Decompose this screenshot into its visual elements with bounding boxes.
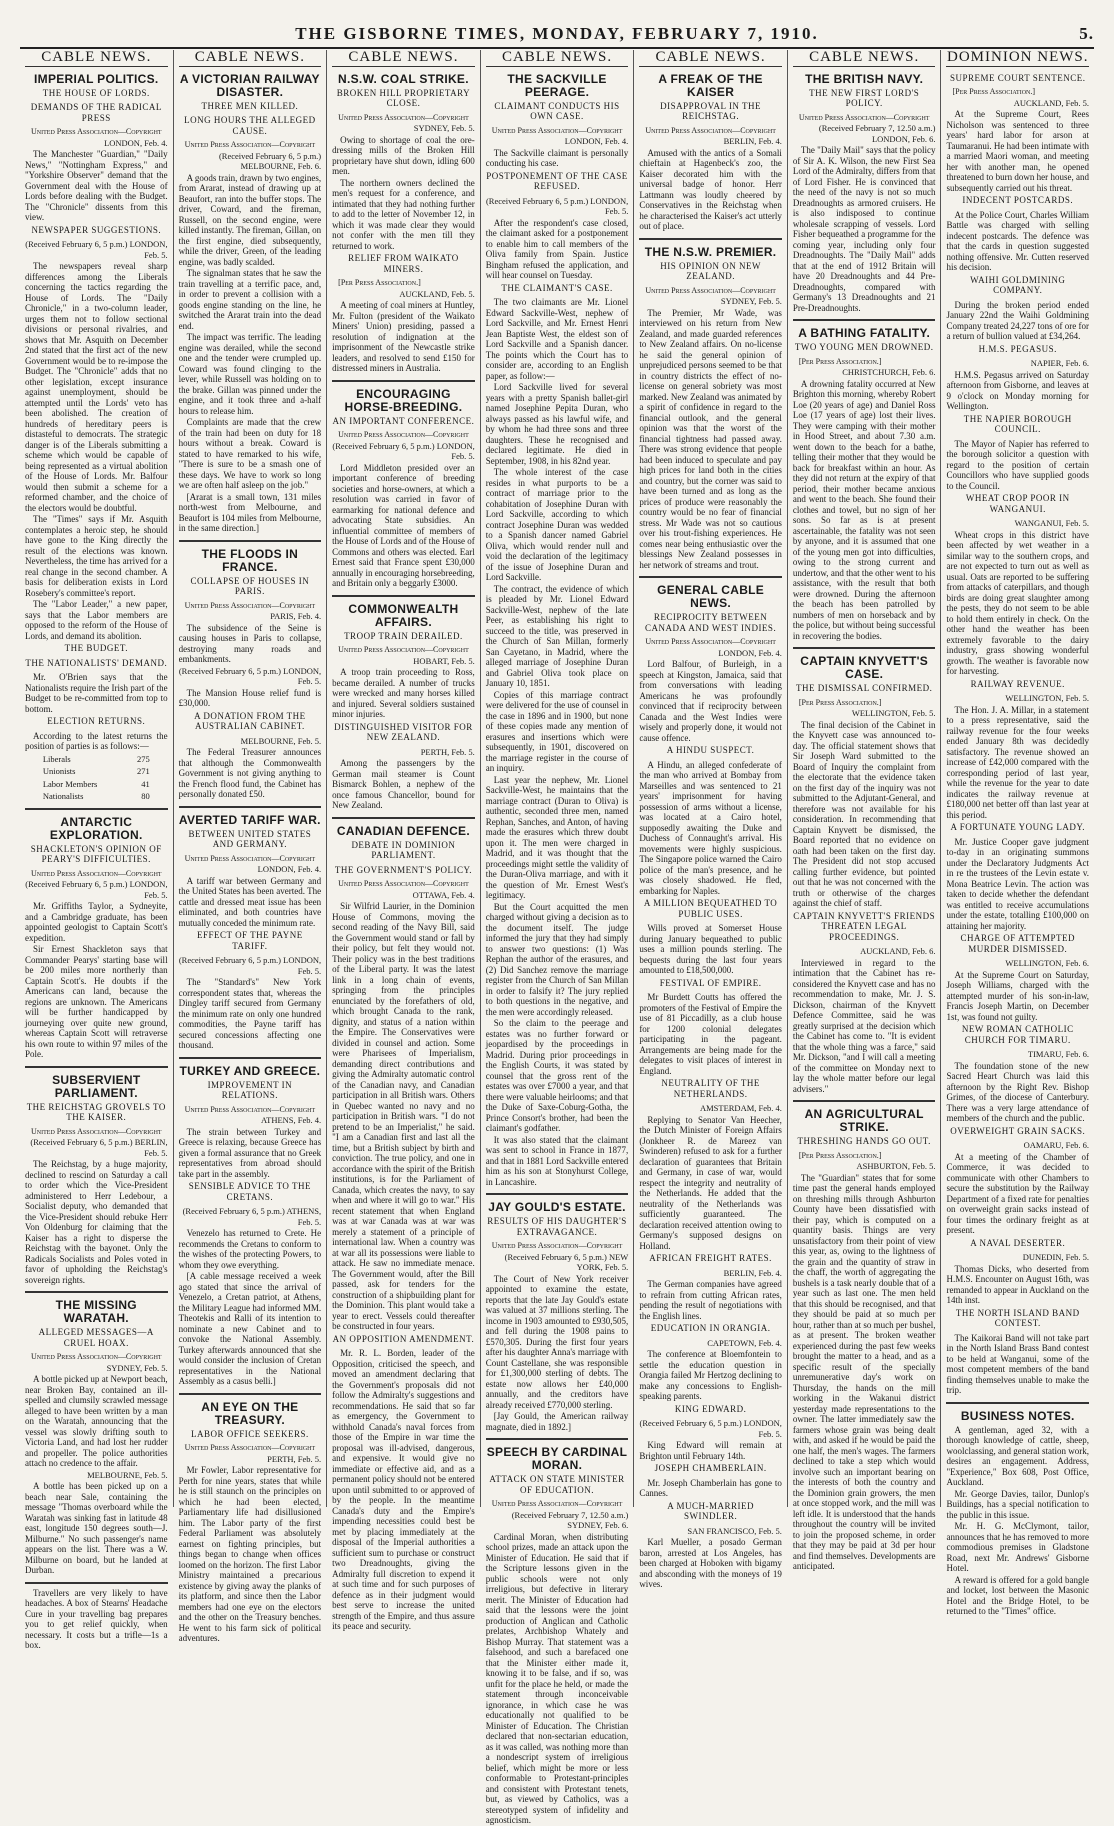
- dateline: LONDON, Feb. 4.: [257, 864, 322, 874]
- article-paragraph: A bottle has been picked up on a beach near Sale, containing the message "Thomas overboard while the Waratah was sinking fast in latitude 48 east, longitude 150 degrees south—J. Milburne." No such passenger's name appears on the list. There was a W. Milburne on board, but he landed at Durban.: [25, 1481, 168, 1575]
- article-headline: A FREAK OF THE KAISER: [658, 71, 763, 99]
- article-headline: GENERAL CABLE NEWS.: [657, 583, 765, 610]
- article-paragraph: The Mayor of Napier has referred to the borough solicitor a question with regard to the position of certain Councillors who have supplied goods to the Council.: [946, 438, 1090, 491]
- article-paragraph: The newspapers reveal sharp differences among the Liberals concerning the tactics regarding the House of Lords. The "Daily Chronicle," in a two-column leader, urges them not to follow sectional divisions or personal rivalries, and shows that Mr. Asquith on December 2nd stated that the first act of the new Government would be to re-impose the Budget. The "Chronicle" adds that no other legislation, except insurance against unemployment, should be attempted until the Lords' veto has been abolished. The creation of hundreds of hereditary peers is distasteful to democrats. The strategic danger is of the Liberals submitting a scheme which would be capable of being represented as a virtual abolition of the House of Lords. Mr. Balfour would then submit a scheme for a reformed chamber, and the choice of the electors would be doubtful.: [25, 261, 168, 513]
- article-headline: JAY GOULD'S ESTATE.: [488, 1200, 626, 1214]
- wire-credit: United Press Association—Copyright: [338, 645, 469, 654]
- article-subheading: THE GOVERNMENT'S POLICY.: [334, 864, 473, 875]
- wire-credit: United Press Association—Copyright: [338, 879, 469, 888]
- dateline: WELLINGTON, Feb. 6.: [1005, 958, 1090, 968]
- article-subheading: NEW ROMAN CATHOLIC CHURCH FOR TIMARU.: [961, 1024, 1074, 1045]
- article-separator: [25, 1582, 168, 1584]
- wire-credit: [Per Press Association.]: [798, 1150, 882, 1160]
- article-paragraph: King Edward will remain at Brighton until February 14th.: [639, 1440, 782, 1461]
- wire-credit: United Press Association—Copyright: [184, 140, 316, 149]
- article-headline: SUBSERVIENT PARLIAMENT.: [52, 1072, 141, 1100]
- dateline: OAMARU, Feb. 6.: [1023, 1140, 1090, 1150]
- article-headline: CAPTAIN KNYVETT'S CASE.: [800, 654, 929, 681]
- article-paragraph: After the respondent's case closed, the claimant asked for a postponement to enable him to call members of the Oliva family from Spain. Justice Bingham refused the application, and will hear counsel on Tuesday.: [485, 217, 629, 280]
- article-subheading: DEBATE IN DOMINION PARLIAMENT.: [351, 839, 456, 860]
- article-paragraph: Owing to shortage of coal the ore-dressing mills of the Broken Hill proprietary have shut down, idling 600 men.: [332, 134, 475, 176]
- dateline: NAPIER, Feb. 6.: [1030, 358, 1090, 368]
- column-1: [20, 49, 174, 1650]
- article-paragraph: According to the latest returns the position of parties is as follows:—: [25, 730, 168, 751]
- article-separator: [946, 1402, 1089, 1404]
- article-subheading: ALLEGED MESSAGES—A CRUEL HOAX.: [38, 1327, 154, 1348]
- article-subheading: A FORTUNATE YOUNG LADY.: [950, 822, 1085, 832]
- article-subheading: LONG HOURS THE ALLEGED CAUSE.: [184, 115, 316, 136]
- article-subheading: CHARGE OF ATTEMPTED MURDER DISMISSED.: [960, 933, 1076, 954]
- article-subheading: THE BUDGET.: [64, 643, 128, 653]
- article-subheading: POSTPONEMENT OF THE CASE REFUSED.: [486, 170, 628, 191]
- column-6: [788, 49, 942, 1571]
- article-headline: CANADIAN DEFENCE.: [336, 823, 470, 838]
- article-headline: A BATHING FATALITY.: [798, 326, 931, 340]
- dateline: (Received February 6, 5 p.m.) MELBOURNE, Feb. 6.: [218, 150, 322, 171]
- article-subheading: THE DISMISSAL CONFIRMED.: [795, 683, 933, 693]
- article-subheading: SHACKLETON'S OPINION OF PEARY'S DIFFICULTIES.: [30, 843, 162, 864]
- article-paragraph: The "Daily Mail" says that the policy of Sir A. K. Wilson, the new First Sea Lord of the Admiralty, differs from that of Lord Fisher. He is convinced that the need of the navy is not so much Dreadnoughts as armored cruisers. He is also indisposed to continue wholesale scrapping of vessels. Lord Fisher bequeathed a programme for the coming year, including only four Dreadnoughts. The "Daily Mail" adds that at the end of 1912 Britain will have 20 Dreadnoughts and 44 Pre-Dreadnoughts, compared with Germany's 13 Dreadnoughts and 21 Pre-Dreadnoughts.: [792, 145, 936, 313]
- article-paragraph: The Court of New York receiver appointed to examine the estate, reports that the late Jay Gould's estate was valued at 37 millions sterling. The income in 1903 amounted to £930,505, and fell during the 1908 pains to £570,305. During the first four years after his daughter Anna's marriage with Count Castellane, she was responsible for £1,300,000 sterling of debts. The estate now allows her £40,000 annually, and the creditors have already received £770,000 sterling.: [485, 1273, 629, 1410]
- article-headline: THE SACKVILLE PEERAGE.: [507, 71, 607, 99]
- article-subheading: BROKEN HILL PROPRIETARY CLOSE.: [336, 87, 471, 108]
- wire-credit: United Press Association—Copyright: [184, 1443, 316, 1452]
- article-paragraph: The Hon. J. A. Millar, in a statement to a press representative, said the railway revenue for the four weeks ended January 8th was decidedly satisfactory. The revenue showed an increase of £42,000 compared with the corresponding period of last year, while the revenue for the year to date indicates the railway revenue at £180,000 net better off than last year at this period.: [946, 704, 1090, 820]
- article-separator: [332, 817, 475, 819]
- election-row: [43, 779, 150, 790]
- article-subheading: ATTACK ON STATE MINISTER OF EDUCATION.: [489, 1474, 625, 1495]
- article-paragraph: The final decision of the Cabinet in the Knyvett case was announced to-day. The official statement shows that Sir Joseph Ward submitted to the Board of Inquiry the complaint from the electorate that the evidence taken on the first day of the inquiry was not submitted to the Adjutant-General, and therefore was not available for his consideration. In recommending that Captain Knyvett be dismissed, the Board reported that no evidence on oath had been taken on the first day. The President did not stop accused calling further evidence, but pointed out that he was not concerned with the truth or otherwise of the charges against the chief of staff.: [792, 719, 936, 908]
- article-headline: THE BRITISH NAVY.: [805, 71, 924, 86]
- article-separator: [332, 380, 475, 382]
- wire-credit: United Press Association—Copyright: [31, 1352, 162, 1361]
- article-separator: [332, 595, 475, 597]
- dateline: ATHENS, Feb. 4.: [260, 1115, 322, 1125]
- article-paragraph: But the Court acquitted the men charged without giving a decision as to the document itself. The judge informed the jury that they had simply to answer two questions: (1) Was Rephan the author of the erasures, and (2) Did Sanchez remove the marriage register from the Church of San Millan in order to falsify it? The jury replied to both questions in the negative, and the men were accordingly released.: [485, 901, 629, 1017]
- dateline: LONDON, Feb. 4.: [564, 136, 629, 146]
- article-paragraph: A meeting of coal miners at Huntley, Mr. Fulton (president of the Waikato Miners' Union) presiding, passed a resolution of indignation at the imprisonment of the Newcastle strike leaders, and resolved to send £150 for distressed miners in Australia.: [332, 300, 475, 373]
- article-subheading: RECIPROCITY BETWEEN CANADA AND WEST INDIES.: [645, 612, 777, 633]
- article-subheading: EDUCATION IN ORANGIA.: [650, 1323, 771, 1333]
- article-paragraph: The Mansion House relief fund is £30,000.: [178, 687, 322, 708]
- wire-credit: United Press Association—Copyright: [645, 125, 776, 135]
- article-subheading: AFRICAN FREIGHT RATES.: [649, 1253, 772, 1263]
- article-paragraph: A drowning fatality occurred at New Brighton this morning, whereby Robert Loe (20 years of age) and Daniel Ross Loe (17 years of age) lost their lives. They were camping with their mother in Hood Street, and about 7.30 a.m. went down to the beach for a bathe, telling their mother that they would be back for breakfast within an hour. As they did not return at the expiry of that period, their mother became anxious and went to the beach. She found their clothes and towel, but no sign of her sons. So far as is at present ascertainable, the fatality was not seen by anyone, and it is assumed that one of the young men got into difficulties, owing to the strong current and undertow, and that the other went to his assistance, with the result that both were drowned. During the afternoon the beach has been patrolled by numbers of men on horseback and by the police, but without being successful in recovering the bodies.: [792, 378, 936, 641]
- article-headline: ENCOURAGING HORSE-BREEDING.: [344, 386, 463, 414]
- masthead-title: THE GISBORNE TIMES, MONDAY, FEBRUARY 7, 1910.: [295, 24, 819, 43]
- article-paragraph: Mr. H. G. McClymont, tailor, announces that he has removed to more commodious premises in Gladstone Road, next Mr. Andrews' Gisborne Hotel.: [946, 1521, 1090, 1573]
- article-paragraph: A gentleman, aged 32, with a thorough knowledge of cattle, sheep, woolclassing, and general station work, desires an engagement. Address, "Experience," Box 608, Post Office, Auckland.: [946, 1424, 1090, 1487]
- article-paragraph: H.M.S. Pegasus arrived on Saturday afternoon from Gisborne, and leaves at 9 o'clock on Monday morning for Wellington.: [946, 369, 1090, 411]
- election-row: [43, 754, 150, 765]
- article-headline: N.S.W. COAL STRIKE.: [338, 71, 469, 86]
- article-paragraph: Complaints are made that the crew of the train had been on duty for 18 hours without a break. Coward is stated to have remarked to his wife, "There is sure to be a smash one of these days. We have to work so long we are often half asleep on the job.": [178, 417, 322, 490]
- article-paragraph: A goods train, drawn by two engines, from Ararat, instead of drawing up at Beaufort, ran into the buffer stops. The driver, Coward, and the fireman, Russell, on the second engine, were killed instantly. The fireman, Gillan, on the first engine, died subsequently, while the driver, Green, of the leading engine, was badly scalded.: [178, 172, 322, 267]
- dateline: (Received February 6, 5 p.m.) LONDON, Feb. 5.: [25, 239, 168, 260]
- article-paragraph: A bottle picked up at Newport beach, near Broken Bay, contained an ill-spelled and clumsily scrawled message alleged to have been written by a man on the Waratah, announcing that the vessel was slowly drifting south to Victoria Land, and had lost her rudder and propeller. The police authorities attach no credence to the affair.: [25, 1374, 168, 1468]
- article-subheading: THE NORTH ISLAND BAND CONTEST.: [955, 1307, 1080, 1328]
- article-subheading: THE CLAIMANT'S CASE.: [501, 282, 613, 293]
- article-paragraph: Lord Balfour, of Burleigh, in a speech at Kingston, Jamaica, said that from conversations with leading Americans he was profoundly convinced that if reciprocity between Canada and the West Indies were wisely and properly done, it would not cause offence.: [639, 659, 782, 743]
- article-subheading: NEUTRALITY OF THE NETHERLANDS.: [661, 1078, 760, 1099]
- article-paragraph: The signalman states that he saw the train travelling at a terrific pace, and, in order to prevent a collision with a goods engine standing on the line, he switched the Ararat train into the dead end.: [178, 268, 322, 331]
- article-paragraph: The "Guardian" states that for some time past the general hands employed on threshing mills through Ashburton County have been dissatisfied with their pay, which is computed on a quantity basis. Things are very unsatisfactory from their point of view this year, as, owing to the lightness of the grain and the quantity of straw in the chaff, the worth of aggregating the bushels is a task nearly double that of a year such as last one. The men held that this should be recognised, and that they should be paid at so much per hour, rather than at so much per bushel, as at present. The broken weather experienced during the past few weeks brought the matter to a head, and as a specific result of the specially unremunerative day's work on Thursday, the hands on the mill working in the Wakanui district yesterday made representations to the owner. The latter immediately saw the farmers whose grain was being dealt with, and asked if he would be paid the one half, the men's wages. The farmers declined to take a step which would involve such an important bearing on the interests of both the country and the Dominion grain growers, the men at once stopped work, and the mill was left idle. It is understood that the hands throughout the country will be invited to join the proposed scheme, in order that they may be paid at 3d per hour and find themselves. Developments are anticipated.: [792, 1172, 936, 1571]
- article-subheading: TWO YOUNG MEN DROWNED.: [794, 342, 934, 352]
- article-paragraph: Replying to Senator Van Heecher, the Dutch Minister of Foreign Affairs (Jonkheer R. de Mareez van Swinderen) refused to ask for a further declaration of guarantees that Britain and Germany, in case of war, would respect the integrity and neutrality of the Netherlands. He added that the neutrality of the Netherlands was sufficiently guaranteed. The declaration received attention owing to Germany's supposed designs on Holland.: [639, 1114, 782, 1251]
- article-paragraph: The strain between Turkey and Greece is relaxing, because Greece has given a formal assurance that no Greek representatives from abroad should take part in the assembly.: [178, 1126, 322, 1179]
- column-5: [634, 49, 788, 1589]
- dateline: CHRISTCHURCH, Feb. 6.: [842, 367, 936, 377]
- article-paragraph: [A cable message received a week ago stated that since the arrival of Venezelo, a Cretan patriot, at Athens, the Military League had informed MM. Theotekis and Ralli of its intention to nominate a new Cabinet and to convoke the National Assembly. Turkey afterwards announced that she would consider the inclusion of Cretan representatives in the National Assembly as a casus belli.]: [178, 1271, 322, 1386]
- article-paragraph: Karl Mueller, a posado German baron, arrested at Los Angeles, has been charged at Hoboken with bigamy and absconding with the moneys of 19 wives.: [639, 1537, 782, 1589]
- wire-credit: United Press Association—Copyright: [31, 868, 162, 878]
- dateline: AUCKLAND, Feb. 5.: [399, 288, 475, 299]
- article-subheading: THE NEW FIRST LORD'S POLICY.: [809, 87, 920, 108]
- article-paragraph: [Jay Gould, the American railway magnate, died in 1892.]: [485, 1411, 629, 1432]
- article-headline: BUSINESS NOTES.: [960, 1408, 1075, 1423]
- article-paragraph: Mr. Justice Cooper gave judgment to-day in an originating summons under the Declaratory Judgments Act in re the trustees of the Levin estate v. Mona Beatrice Levin. The action was taken to decide whether the defendant was entitled to receive accumulations under the estate, totalling £100,000 on attaining her majority.: [946, 836, 1090, 931]
- article-separator: [179, 540, 322, 542]
- dateline: HOBART, Feb. 5.: [413, 655, 475, 666]
- wire-credit: United Press Association—Copyright: [491, 125, 623, 135]
- article-paragraph: Sir Ernest Shackleton says that Commander Pearys' starting base will be 200 miles more northerly than Captain Scott's. He doubts if the Americans can land, because the regions are unknown. The Americans will be further handicapped by journeying over quite new ground, whereas Captain Scott will retraverse his own route to within 97 miles of the Pole.: [25, 944, 168, 1059]
- article-subheading: A HINDU SUSPECT.: [666, 745, 755, 755]
- dateline: (Received February 6, 5 p.m.) LONDON, Feb. 5.: [25, 879, 168, 900]
- article-paragraph: The foundation stone of the new Sacred Heart Church was laid this afternoon by the Right Rev. Bishop Grimes, of the diocese of Canterbury. There was a very large attendance of members of the church and the public.: [946, 1060, 1090, 1123]
- dateline: PERTH, Feb. 5.: [267, 1453, 322, 1464]
- dateline: SYDNEY, Feb. 5.: [720, 296, 782, 306]
- columns-container: [20, 49, 1094, 1825]
- article-headline: AN EYE ON THE TREASURY.: [201, 1399, 299, 1427]
- article-paragraph: It was also stated that the claimant was sent to school in France in 1877, and that in 1881 Lord Sackville entered him as his son at Stonyhurst College, in Lancashire.: [485, 1134, 629, 1187]
- dateline: (Received February 6, 5 p.m.) LONDON, Feb. 5.: [178, 955, 322, 976]
- article-separator: [639, 576, 782, 578]
- election-row: [43, 791, 150, 802]
- article-subheading: COLLAPSE OF HOUSES IN PARIS.: [190, 575, 310, 596]
- article-paragraph: Mr. George Davies, tailor, Dunlop's Buildings, has a special notification to the public in this issue.: [946, 1488, 1090, 1520]
- article-headline: AN AGRICULTURAL STRIKE.: [804, 1107, 924, 1134]
- masthead: [20, 14, 1094, 49]
- article-paragraph: At the Supreme Court on Saturday, Joseph Williams, charged with the attempted murder of his son-in-law, Francis Joseph Martin, on December 1st, was found not guilty.: [946, 969, 1090, 1022]
- article-paragraph: Last year the nephew, Mr. Lionel Sackville-West, he maintains that the marriage contract (Duran to Oliva) is authentic, seconded three men, named Rephan, Sanches, and Anton, of having made the erasures which threw doubt upon it. The men were charged in Madrid, and it was thought that the proceedings might settle the validity of the Duran-Oliva marriage, and with it the question of Mr. Ernest West's legitimacy.: [485, 774, 629, 900]
- dateline: WELLINGTON, Feb. 5.: [851, 708, 936, 718]
- dateline: CAPETOWN, Feb. 4.: [707, 1337, 782, 1348]
- dateline: MELBOURNE, Feb. 5.: [87, 1469, 168, 1480]
- dateline: (Received February 7, 12.50 a.m.) SYDNEY, Feb. 6.: [511, 1509, 629, 1530]
- article-paragraph: The "Times" says if Mr. Asquith contemplates a heroic step, he should have gone to the King directly the result of the elections was known. Nevertheless, the time has arrived for a real change in the second chamber. A basis for deliberation exists in Lord Rosebery's committee's report.: [25, 514, 168, 598]
- dateline: WELLINGTON, Feb. 5.: [1005, 693, 1090, 703]
- article-headline: SPEECH BY CARDINAL MORAN.: [486, 1445, 628, 1472]
- article-headline: TURKEY AND GREECE.: [179, 1063, 321, 1078]
- article-paragraph: Lord Middleton presided over an important conference of breeding societies and horse-owners, at which a resolution was carried in favor of earmarking for national defence and advocating State subsidies. An influential committee of members of the House of Lords and of the House of Commons and others was elected. Earl Ernest said that France spent £30,000 annually in encouraging horsebreeding, and Britain only a beggarly £3000.: [332, 462, 475, 588]
- wire-credit: United Press Association—Copyright: [338, 112, 469, 122]
- wire-credit: [Per Press Association.]: [798, 697, 882, 707]
- article-subheading: IMPROVEMENT IN RELATIONS.: [207, 1079, 293, 1100]
- column-4: [481, 49, 635, 1825]
- article-paragraph: The impact was terrific. The leading engine was derailed, while the second one and the tender were crumpled up. Coward was found clinging to the lever, while Russell was holding on to the brake. Gillan was pinned under the engine, and it took three and a-half hours to release him.: [178, 332, 322, 416]
- column-2: [174, 49, 328, 1643]
- dateline: PERTH, Feb. 5.: [420, 746, 475, 757]
- article-subheading: INDECENT POSTCARDS.: [962, 195, 1074, 205]
- article-paragraph: The Federal Treasurer announces that although the Commonwealth Government is not giving anything to the French flood fund, the Cabinet has personally donated £50.: [178, 747, 322, 799]
- party-seats: 80: [141, 791, 150, 801]
- article-paragraph: The "Labor Leader," a new paper, says that the Labor members are opposed to the reform of the House of Lords, and demand its abolition.: [25, 599, 168, 641]
- article-subheading: DEMANDS OF THE RADICAL PRESS: [30, 102, 162, 123]
- wire-credit: [Per Press Association.]: [338, 278, 421, 287]
- party-name: Unionists: [42, 766, 76, 776]
- article-paragraph: A Hindu, an alleged confederate of the man who arrived at Bombay from Marseilles and was sentenced to 21 years' imprisonment for having possession of arms without a license, was located at a Cairo hotel, supposedly awaiting the Duke and Duchess of Connaught's arrival. His movements were highly suspicious. The Singapore police warned the Cairo police of the man's presence, and he was closely shadowed. He fled, embarking for Naples.: [639, 759, 782, 896]
- dateline: (Received February 6, 5 p.m.) LONDON, Feb. 5.: [178, 665, 322, 686]
- wire-credit: United Press Association—Copyright: [184, 1104, 316, 1114]
- article-subheading: RELIEF FROM WAIKATO MINERS.: [348, 253, 459, 274]
- article-subheading: SENSIBLE ADVICE TO THE CRETANS.: [188, 1181, 311, 1202]
- article-subheading: FESTIVAL OF EMPIRE.: [659, 977, 762, 988]
- article-paragraph: The northern owners declined the men's request for a conference, and intimated that they had nothing further to add to the letter of November 12, in which it was made clear they would not confer with the men till they returned to work.: [332, 177, 475, 251]
- dateline: SAN FRANCISCO, Feb. 5.: [687, 1525, 782, 1536]
- article-separator: [179, 1057, 322, 1059]
- column-header: CABLE NEWS.: [793, 52, 936, 67]
- article-paragraph: Lord Sackville lived for several years with a pretty Spanish ballet-girl named Josephine Pepita Duran, who always passed as his lawful wife, and by whom he had three sons and three daughters. These he recognised and declared legitimate. He died in September, 1908, in his 82nd year.: [485, 382, 629, 466]
- party-seats: 275: [137, 753, 150, 764]
- article-paragraph: At a meeting of the Chamber of Commerce, it was decided to communicate with other Chambers to secure the substitution by the Railway Department of a fixed rate for penalties on overweight grain sacks instead of four times the ordinary freight as at present.: [946, 1151, 1090, 1235]
- article-separator: [793, 647, 936, 649]
- article-separator: [793, 1100, 936, 1102]
- article-subheading: CAPTAIN KNYVETT'S FRIENDS THREATEN LEGAL PROCEEDINGS.: [793, 910, 936, 942]
- article-subheading: THE NATIONALISTS' DEMAND.: [25, 657, 168, 668]
- article-paragraph: The "Standard's" New York correspondent states that, whereas the Dingley tariff secured from Germany the minimum rate on only one hundred commodities, the Payne tariff has secured concessions affecting one thousand.: [178, 977, 322, 1050]
- wire-credit: United Press Association—Copyright: [645, 637, 776, 646]
- party-name: Liberals: [42, 753, 71, 764]
- article-paragraph: The German companies have agreed to refrain from cutting African rates, pending the result of negotiations with the English lines.: [639, 1279, 782, 1321]
- dateline: OTTAWA, Feb. 4.: [412, 889, 475, 900]
- article-separator: [486, 1193, 629, 1195]
- party-name: Nationalists: [42, 791, 84, 801]
- page-number: 5.: [1079, 24, 1094, 43]
- article-paragraph: Mr. Joseph Chamberlain has gone to Cannes.: [639, 1477, 782, 1498]
- column-header: CABLE NEWS.: [179, 52, 322, 67]
- article-headline: A VICTORIAN RAILWAY DISASTER.: [179, 71, 320, 99]
- article-subheading: TROOP TRAIN DERAILED.: [344, 630, 463, 641]
- article-subheading: A NAVAL DESERTER.: [970, 1237, 1066, 1248]
- article-paragraph: The conference at Bloemfontein to settle the education question in Orangia failed Mr Hertzog declining to make any concessions to English-speaking parents.: [639, 1349, 782, 1401]
- article-subheading: THE NAPIER BOROUGH COUNCIL.: [963, 413, 1072, 434]
- article-paragraph: Mr. O'Brien says that the Nationalists require the Irish part of the Budget to be re-committed from top to bottom.: [25, 672, 168, 714]
- article-paragraph: During the broken period ended January 22nd the Waihi Goldmining Company treated 24,227 tons of ore for a return of bullion valued at £34,264.: [946, 299, 1090, 341]
- dateline: SYDNEY, Feb. 5.: [106, 1362, 168, 1373]
- article-paragraph: Venezelo has returned to Crete. He recommends the Cretans to conform to the wishes of the protecting Powers, to whom they owe everything.: [178, 1228, 322, 1270]
- article-paragraph: At the Police Court, Charles William Battle was charged with selling indecent postcards. The defence was that the cards in question suggested nothing offensive. Mr. Cutten reserved his decision.: [946, 209, 1090, 272]
- wire-credit: United Press Association—Copyright: [184, 600, 316, 610]
- dateline: AUCKLAND, Feb. 5.: [1013, 97, 1090, 108]
- article-subheading: DISAPPROVAL IN THE REICHSTAG.: [660, 100, 762, 121]
- wire-credit: [Per Press Association.]: [952, 87, 1036, 96]
- article-subheading: HIS OPINION ON NEW ZEALAND.: [660, 260, 761, 281]
- article-subheading: RAILWAY REVENUE.: [970, 678, 1065, 689]
- wire-credit: United Press Association—Copyright: [31, 127, 162, 136]
- article-paragraph: Copies of this marriage contract were delivered for the use of counsel in the case in 1896 and in 1900, but none of these copies made any mention of erasures and insertions which were subsequently, in 1901, discovered on the marriage register in the course of an inquiry.: [485, 689, 629, 773]
- article-headline: COMMONWEALTH AFFAIRS.: [348, 601, 459, 629]
- article-subheading: EFFECT OF THE PAYNE TARIFF.: [196, 930, 303, 951]
- wire-credit: United Press Association—Copyright: [798, 112, 930, 122]
- article-subheading: THE REICHSTAG GROVELS TO THE KAISER.: [26, 1101, 166, 1122]
- article-subheading: BETWEEN UNITED STATES AND GERMANY.: [188, 828, 312, 849]
- dateline: (Received February 7, 12.50 a.m.) LONDON, Feb. 6.: [818, 123, 936, 144]
- article-paragraph: A troop train proceeding to Ross, became derailed. A number of trucks were wrecked and many horses killed and injured. Several soldiers sustained minor injuries.: [332, 667, 475, 719]
- article-subheading: OVERWEIGHT GRAIN SACKS.: [950, 1125, 1086, 1136]
- article-subheading: A MUCH-MARRIED SWINDLER.: [667, 1500, 754, 1521]
- article-separator: [25, 808, 168, 810]
- article-paragraph: Amused with the antics of a Somali chieftain at Hagenbeck's zoo, the Kaiser decorated him with the universal badge of honor. Herr Lattmann was loudly cheered by Conservatives in the Reichstag when he characterised the Kaiser's act utterly out of place.: [639, 147, 782, 231]
- article-paragraph: Mr. R. L. Borden, leader of the Opposition, criticised the speech, and moved an amendment declaring that the Government's proposals did not follow the Admiralty's suggestions and recommendations. He said that so far as emergency, the Government to withhold Canada's naval forces from those of the Empire in war time the proposal was ill-advised, dangerous, and expensive. It would give no immediate or effective aid, and as a permanent policy should not be entered upon until submitted to or approved of by the people. In the meantime Canada's duty and the Empire's impending necessities could best be met by placing immediately at the disposal of the Imperial authorities a sufficient sum to purchase or construct two Dreadnoughts, giving the Admiralty full discretion to expend it at such time and for such purposes of defence as in their judgment would best serve to increase the united strength of the Empire, and thus assure its peace and security.: [332, 1348, 475, 1631]
- article-paragraph: Among the passengers by the German mail steamer is Count Bismarck Bohlen, a nephew of the once famous Chancellor, bound for New Zealand.: [332, 758, 475, 810]
- article-paragraph: Mr. Griffiths Taylor, a Sydneyite, and a Cambridge graduate, has been appointed geologist to Captain Scott's expedition.: [25, 901, 168, 943]
- dateline: AMSTERDAM, Feb. 4.: [699, 1103, 782, 1113]
- article-separator: [639, 238, 782, 240]
- article-subheading: AN IMPORTANT CONFERENCE.: [332, 415, 475, 426]
- article-subheading: LABOR OFFICE SEEKERS.: [190, 1428, 309, 1439]
- article-paragraph: Wills proved at Somerset House during January bequeathed to public uses a million pounds sterling. The bequests during the last four years amounted to £18,500,000.: [639, 923, 782, 975]
- dateline: LONDON, Feb. 4.: [104, 137, 168, 148]
- article-separator: [486, 1438, 629, 1440]
- column-header: CABLE NEWS.: [332, 52, 475, 67]
- article-separator: [179, 1393, 322, 1395]
- article-subheading: THE HOUSE OF LORDS.: [42, 87, 150, 98]
- article-subheading: A MILLION BEQUEATHED TO PUBLIC USES.: [643, 898, 778, 919]
- article-paragraph: [Ararat is a small town, 131 miles north-west from Melbourne, and Beaufort is 104 miles from Melbourne, in the same direction.]: [178, 491, 322, 533]
- article-subheading: THREE MEN KILLED.: [201, 100, 299, 111]
- party-seats: 41: [141, 778, 150, 789]
- article-paragraph: The whole interest of the case resides in what purports to be a contract of marriage prior to the cohabitation of Josephine Duran with Lord Sackville, according to which contract Josephine Duran was wedded to a Spanish dancer named Gabriel Oliva, which would render null and void the declaration of the legitimacy of the issue of Josephine Duran and Lord Sackville.: [485, 467, 629, 582]
- article-subheading: ELECTION RETURNS.: [47, 716, 146, 726]
- article-paragraph: Wheat crops in this district have been affected by wet weather in a similar way to the southern crops, and are not expected to turn out as well as usual. Oats are reported to be suffering from attacks of caterpillars, and though birds are doing great slaughter among the pests, they do not seem to be able to hold them entirely in check. On the other hand the weather has been extremely favorable to the dairy industry, grass showing wonderful growth. The weather is favorable now for harvesting.: [946, 529, 1090, 676]
- article-subheading: THRESHING HANDS GO OUT.: [797, 1136, 931, 1146]
- dateline: (Received February 6, 5 p.m.) LONDON, Feb. 5.: [332, 440, 475, 461]
- dateline: LONDON, Feb. 4.: [718, 647, 782, 658]
- article-headline: ANTARCTIC EXPLORATION.: [49, 814, 143, 842]
- dateline: BERLIN, Feb. 4.: [723, 136, 782, 146]
- column-3: [327, 49, 481, 1631]
- dateline: (Received February 6, 5 p.m.) LONDON, Feb. 5.: [639, 1418, 782, 1439]
- wire-credit: United Press Association—Copyright: [31, 1126, 162, 1136]
- article-subheading: A DONATION FROM THE AUSTRALIAN CABINET.: [194, 710, 306, 731]
- article-separator: [179, 806, 322, 808]
- article-subheading: AN OPPOSITION AMENDMENT.: [332, 1333, 475, 1344]
- wire-credit: United Press Association—Copyright: [184, 853, 316, 863]
- column-header: DOMINION NEWS.: [947, 49, 1089, 65]
- column-7: [941, 49, 1094, 1616]
- article-paragraph: Sir Wilfrid Laurier, in the Dominion House of Commons, moving the second reading of the Navy Bill, said the Government would stand or fall by their policy, but felt they would not. Their policy was in the best traditions of the Liberal party. It was the latest link in a long chain of events, springing from the principles enunciated by the forefathers of old, which brought Canada to the rank, dignity, and status of a nation within the Empire. The Conservatives were divided in counsel and action. Some were Pharisees of Imperialism, demanding direct contributions and giving the Admiralty automatic control of the Canadian navy, and Canadian participation in all British wars. Others in Quebec wanted no navy and no participation in British wars. "I do not pretend to be an Imperialist," he said. "I am a Canadian first and last all the time, but a British subject by birth and conviction. The true policy, and one in accordance with the spirit of the British institutions, is for the Parliament of Canada, which creates the navy, to say when and where it will go to war." His recent statement that when England was at war Canada was at war was merely a statement of a principle of international law. When a country was at war all its possessions were liable to attack. He saw no immediate menace. The Government would, after the Bill passed, ask for tenders for the construction of a shipbuilding plant for the Dominion. This plant would take a year to erect. Vessels could thereafter be constructed in four years.: [332, 901, 475, 1331]
- wire-credit: United Press Association—Copyright: [491, 1241, 623, 1250]
- article-paragraph: The Sackville claimant is personally conducting his case.: [485, 147, 629, 168]
- article-separator: [25, 1291, 168, 1293]
- dateline: MELBOURNE, Feb. 5.: [240, 735, 322, 746]
- dateline: (Received February 6, 5 p.m.) ATHENS, Feb. 5.: [182, 1206, 322, 1227]
- article-headline: THE FLOODS IN FRANCE.: [201, 546, 299, 574]
- article-paragraph: The subsidence of the Seine is causing houses in Paris to collapse, destroying many roads and embankments.: [178, 622, 322, 664]
- article-subheading: JOSEPH CHAMBERLAIN.: [654, 1463, 767, 1473]
- article-paragraph: The Premier, Mr Wade, was interviewed on his return from New Zealand, and made guarded references to New Zealand affairs. On no-license he said the general opinion of unprejudiced persons seemed to be that in country districts the effect of no-license on general sobriety was most marked. New Zealand was animated by a spirit of confidence in regard to the financial outlook, and the general opinion was that the worst of the financial tightness had passed away. There was strong evidence that people had been induced to speculate and pay high prices for land both in the cities and country, but the corner was said to have been turned and as long as the prices of produce were reasonably the country would be no fear of financial stress. Mr Wade was not so cautious over his trout-fishing experiences. He comes near being enthusiastic over the blessings New Zealand possesses in her network of streams and trout.: [639, 307, 782, 570]
- article-paragraph: Mr Burdett Coutts has offered the promoters of the Festival of Empire the use of 81 Piccadilly, as a club house for 1200 colonial delegates participating in the pageant. Arrangements are being made for the delegates to visit places of interest in England.: [639, 992, 782, 1076]
- article-headline: AVERTED TARIFF WAR.: [178, 812, 321, 827]
- article-subheading: WHEAT CROP POOR IN WANGANUI.: [965, 493, 1070, 514]
- dateline: (Received February 6, 5 p.m.) LONDON, Feb. 5.: [485, 195, 629, 216]
- article-subheading: WAIHI GOLDMINING COMPANY.: [970, 274, 1066, 295]
- article-subheading: NEWSPAPER SUGGESTIONS.: [31, 224, 162, 235]
- dateline: WANGANUI, Feb. 5.: [1014, 518, 1090, 528]
- article-headline: THE N.S.W. PREMIER.: [644, 244, 777, 259]
- article-paragraph: Interviewed in regard to the intimation that the Cabinet has re-considered the Knyvett case and has no recommendation to make, Mr. J. S. Dickson, chairman of the Knyvett Defence Committee, said he was greatly surprised at the decision which the Cabinet has come to. "It is evident that the whole thing was a farce," said Mr. Dickson, "and I will call a meeting of the committee on Monday next to lay the whole matter before our legal advisers.": [792, 957, 936, 1094]
- article-subheading: H.M.S. PEGASUS.: [978, 343, 1057, 354]
- article-paragraph: Thomas Dicks, who deserted from H.M.S. Encounter on August 16th, was remanded to appear in Auckland on the 14th inst.: [946, 1263, 1090, 1305]
- article-subheading: KING EDWARD.: [674, 1403, 747, 1414]
- party-name: Labor Members: [42, 778, 98, 789]
- article-subheading: SUPREME COURT SENTENCE.: [949, 72, 1086, 83]
- dateline: (Received February 6, 5 p.m.) BERLIN, Feb. 5.: [30, 1137, 168, 1158]
- article-paragraph: At the Supreme Court, Rees Nicholson was sentenced to three years' hard labor for arson at Taumaranui. He had been intimate with a married Maori woman, and meeting her with another man, he opened threatened to burn down her house, and subsequently carried out his threat.: [946, 109, 1090, 193]
- article-paragraph: So the claim to the peerage and estates was no further forward or jeopardised by the proceedings in Madrid. During prior proceedings in the English Courts, it was stated by counsel that the gross rent of the estates was over £7000 a year, and that there were valuable heirlooms; and that the Duke of Saxe-Coburg-Gotha, the Prince Consort's brother, had been the claimant's godfather.: [485, 1018, 629, 1133]
- article-paragraph: Cardinal Moran, when distributing school prizes, made an attack upon the Minister of Education. He said that if the Scripture lessons given in the public schools were not only irreligious, but defective in literary merit. The Minister of Education had said that the lessons were the joint production of Anglican and Catholic prelates, Archbishop Whately and Bishop Murray. That statement was a falsehood, and such a barefaced one that the Minister either made it, knowing it to be false, and if so, was unfit for the place he held, or made the statement through inconceivable ignorance, in which case he was educationally not qualified to be Minister of Education. The Christian declared that non-sectarian education, as it was called, was nothing more than a nondescript system of irreligious belief, which might be more or less conformable to Protestant-principles and consistent with Protestant tenets, but, as viewed by Catholics, was a stereotyped system of infidelity and agnosticism.: [485, 1531, 629, 1825]
- article-paragraph: The Reichstag, by a huge majority, declined to rescind on Saturday a call to order which the Vice-President administered to Herr Ledebour, a Socialist deputy, who demanded that the Vice-President should rebuke Herr Von Oldenburg for claiming that the Kaiser has a right to disperse the Reichstag with the bayonet. Only the Radicals Socialists and Poles voted in favor of upholding the Reichstag's sovereign rights.: [25, 1159, 168, 1285]
- article-separator: [25, 1066, 168, 1068]
- article-headline: THE MISSING WARATAH.: [55, 1298, 137, 1325]
- article-paragraph: A tariff war between Germany and the United States has been averted. The cattle and dressed meat issue has been eliminated, and both countries have mutually conceded the minimum rate.: [178, 875, 322, 928]
- election-row: [43, 766, 150, 777]
- article-separator: [793, 319, 936, 321]
- article-paragraph: A reward is offered for a gold bangle and locket, lost between the Masonic Hotel and the Bridge Hotel, to be returned to the "Times" office.: [946, 1574, 1090, 1616]
- article-paragraph: The two claimants are Mr. Lionel Edward Sackville-West, nephew of Lord Sackville, and Mr. Ernest Henri Jean Baptiste West, the eldest son of Lord Sackville and a Spanish dancer. The points which the Court has to consider are, according to an English paper, as follow:—: [485, 297, 629, 381]
- dateline: ASHBURTON, Feb. 5.: [856, 1161, 936, 1171]
- dateline: SYDNEY, Feb. 5.: [413, 123, 475, 133]
- article-subheading: CLAIMANT CONDUCTS HIS OWN CASE.: [494, 100, 620, 121]
- party-seats: 271: [137, 766, 150, 776]
- article-paragraph: Travellers are very likely to have headaches. A box of Stearns' Headache Cure in your travelling bag prepares you to get relief quickly, when necessary. It costs but a trifle—1s a box.: [25, 1587, 168, 1650]
- article-subheading: DISTINGUISHED VISITOR FOR NEW ZEALAND.: [334, 721, 473, 742]
- article-paragraph: The Manchester "Guardian," "Daily News," "Nottingham Express," and "Yorkshire Observer" demand that the Government deal with the House of Lords before dealing with the Budget. The "Chronicle" dissents from this view.: [25, 149, 168, 222]
- article-headline: IMPERIAL POLITICS.: [34, 71, 159, 86]
- column-header: CABLE NEWS.: [25, 52, 168, 67]
- article-paragraph: The Kaikorai Band will not take part in the North Island Brass Band contest to be held at Wanganui, some of the most competent members of the band finding themselves unable to make the trip.: [946, 1332, 1090, 1395]
- dateline: BERLIN, Feb. 4.: [723, 1267, 782, 1278]
- column-header: CABLE NEWS.: [639, 52, 782, 67]
- column-header: CABLE NEWS.: [486, 52, 629, 67]
- article-paragraph: Mr Fowler, Labor representative for Perth for nine years, states that while he is still staunch on the principles on which he had been elected, Parliamentary life had disillusioned him. The Labor party of the first Federal Parliament was absolutely earnest on fighting principles, but things began to change when offices loomed on the horizon. The first Labor Ministry maintained a precarious existence by giving away the planks of its platform, and since then the Labor members had one eye on the electors and the other on the Treasury benches. He went to his farm sick of political adventures.: [178, 1465, 322, 1643]
- wire-credit: [Per Press Association.]: [798, 356, 882, 366]
- dateline: (Received February 6, 5 p.m.) NEW YORK, Feb. 5.: [504, 1251, 629, 1272]
- wire-credit: United Press Association—Copyright: [491, 1499, 623, 1508]
- dateline: TIMARU, Feb. 6.: [1027, 1049, 1090, 1059]
- article-paragraph: The contract, the evidence of which is pleaded by Mr. Lionel Edward Sackville-West, nephew of the late Peer, as establishing his right to succeed to the title, was preserved in the Church of San Millan, formerly San Cayetano, in Madrid, where the alleged marriage of Josephine Duran and Gabriel Oliva took place on January 10, 1851.: [485, 583, 629, 688]
- wire-credit: United Press Association—Copyright: [645, 285, 776, 295]
- dateline: DUNEDIN, Feb. 5.: [1022, 1252, 1090, 1262]
- dateline: AUCKLAND, Feb. 6.: [860, 946, 936, 956]
- wire-credit: United Press Association—Copyright: [338, 430, 469, 439]
- article-subheading: RESULTS OF HIS DAUGHTER'S EXTRAVAGANCE.: [487, 1216, 627, 1237]
- dateline: PARIS, Feb. 4.: [270, 611, 322, 621]
